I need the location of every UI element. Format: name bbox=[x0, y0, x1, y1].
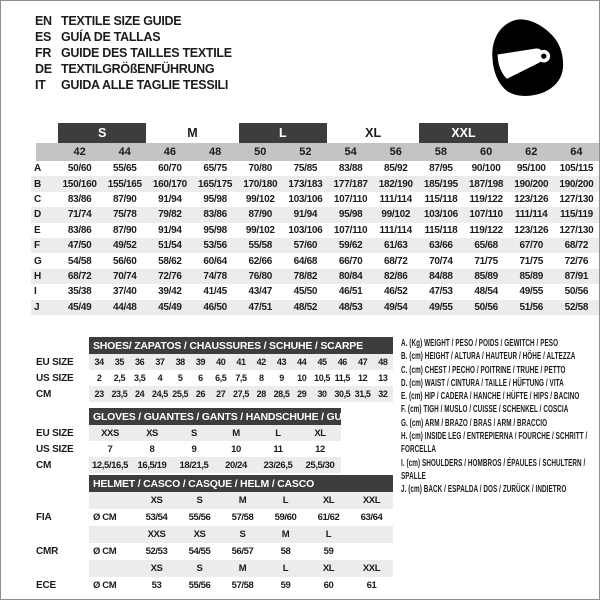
size-cell: 64/68 bbox=[293, 255, 318, 267]
size-cell: 53/56 bbox=[193, 238, 238, 253]
size-cell: 119/122 bbox=[469, 224, 503, 236]
textile-size-table bbox=[31, 123, 599, 315]
size-cell: 57/60 bbox=[283, 238, 328, 253]
size-column-header: 54 bbox=[328, 143, 373, 161]
size-group-m: M bbox=[187, 126, 198, 140]
size-cell: 82/86 bbox=[373, 269, 418, 284]
size-cell: 103/106 bbox=[288, 224, 323, 236]
size-cell: 67/70 bbox=[509, 238, 554, 253]
row-key: E bbox=[34, 224, 41, 236]
size-cell: 127/130 bbox=[559, 224, 594, 236]
size-column-header: 64 bbox=[554, 143, 599, 161]
size-cell: 99/102 bbox=[245, 224, 275, 236]
size-cell: 66/70 bbox=[338, 255, 363, 267]
value-cell: 10,5 bbox=[314, 373, 331, 383]
value-cell: 9 bbox=[279, 373, 284, 383]
size-cell: 87/90 bbox=[112, 193, 137, 205]
shoes-size-table bbox=[31, 337, 393, 402]
size-cell: 160/170 bbox=[147, 176, 192, 191]
size-column-header: 60 bbox=[464, 143, 509, 161]
helmet-value-cell: 52/53 bbox=[145, 546, 168, 557]
size-cell: 56/60 bbox=[112, 255, 137, 267]
size-cell: 87/90 bbox=[238, 207, 283, 222]
size-cell: 190/200 bbox=[554, 176, 599, 191]
row-key: F bbox=[31, 238, 57, 253]
size-cell: 76/80 bbox=[238, 269, 283, 284]
helmet-size-header: XS bbox=[135, 560, 178, 577]
value-cell: XXS bbox=[89, 425, 131, 441]
helmet-value-cell: 59 bbox=[280, 580, 291, 591]
legend-item-a: A. (Kg) WEIGHT / PESO / POIDS / GEWITCH / PESO bbox=[401, 338, 559, 349]
row-key: A bbox=[34, 163, 41, 175]
size-group-xxl: XXL bbox=[419, 123, 507, 143]
size-cell: 74/78 bbox=[193, 269, 238, 284]
size-cell: 71/74 bbox=[57, 207, 102, 222]
language-row bbox=[35, 45, 232, 61]
size-cell: 51/54 bbox=[147, 238, 192, 253]
value-cell: 13 bbox=[378, 373, 388, 383]
value-cell: 12 bbox=[315, 443, 325, 455]
language-code: IT bbox=[35, 78, 46, 92]
size-cell: 182/190 bbox=[373, 176, 418, 191]
size-cell: 71/75 bbox=[519, 255, 543, 267]
helmet-size-header bbox=[350, 526, 393, 543]
value-cell: 43 bbox=[271, 354, 291, 370]
value-cell: 23/26,5 bbox=[257, 457, 299, 473]
value-cell: 25,5/30 bbox=[299, 457, 341, 473]
row-key: J bbox=[31, 300, 57, 315]
size-cell: 44/48 bbox=[102, 300, 147, 315]
row-label: EU SIZE bbox=[36, 356, 74, 368]
value-cell: 20/24 bbox=[215, 457, 257, 473]
size-cell: 80/84 bbox=[328, 269, 373, 284]
helmet-size-header: M bbox=[221, 492, 264, 509]
size-cell: 99/102 bbox=[373, 207, 418, 222]
value-cell: 12,5/16,5 bbox=[89, 457, 131, 473]
size-cell: 70/74 bbox=[102, 269, 147, 284]
size-cell: 91/94 bbox=[158, 224, 182, 236]
size-cell: 78/82 bbox=[283, 269, 328, 284]
size-cell: 58/62 bbox=[158, 255, 182, 267]
helmet-value-cell bbox=[350, 543, 393, 560]
size-cell: 43/47 bbox=[248, 286, 272, 298]
gloves-table-title: GLOVES / GUANTES / GANTS / HANDSCHUHE / GUANTI bbox=[89, 408, 341, 425]
helmet-value-cell: 54/55 bbox=[188, 546, 211, 557]
helmet-value-cell: 61 bbox=[366, 580, 377, 591]
size-cell: 87/91 bbox=[554, 269, 599, 284]
size-cell: 48/54 bbox=[474, 286, 498, 298]
size-cell: 71/75 bbox=[474, 255, 498, 267]
value-cell: 26 bbox=[190, 386, 210, 402]
value-cell: 27,5 bbox=[231, 386, 251, 402]
standard-label: CMR bbox=[36, 546, 59, 557]
size-cell: 47/50 bbox=[57, 238, 102, 253]
size-cell: 37/40 bbox=[112, 286, 137, 298]
value-cell: 6 bbox=[198, 373, 203, 383]
size-cell: 95/100 bbox=[516, 163, 546, 175]
size-column-header: 52 bbox=[283, 143, 328, 161]
value-cell: XL bbox=[299, 425, 341, 441]
size-cell: 46/51 bbox=[338, 286, 363, 298]
size-group-l: L bbox=[239, 123, 327, 143]
language-title-list bbox=[35, 13, 232, 93]
value-cell: XS bbox=[131, 425, 173, 441]
value-cell: 18/21,5 bbox=[173, 457, 215, 473]
size-cell: 123/126 bbox=[514, 193, 549, 205]
size-cell: 83/86 bbox=[67, 193, 92, 205]
helmet-size-header: XL bbox=[307, 492, 350, 509]
language-row bbox=[35, 29, 232, 45]
language-title: GUÍA DE TALLAS bbox=[61, 30, 161, 44]
language-row bbox=[35, 77, 232, 93]
unit-label: Ø CM bbox=[93, 512, 117, 523]
language-title: GUIDA ALLE TAGLIE TESSILI bbox=[61, 78, 229, 92]
value-cell: 30,5 bbox=[332, 386, 352, 402]
size-cell: 45/49 bbox=[57, 300, 102, 315]
helmet-value-cell: 60 bbox=[323, 580, 334, 591]
unit-spacer bbox=[89, 560, 135, 577]
size-cell: 87/90 bbox=[112, 224, 137, 236]
value-cell: 36 bbox=[130, 354, 150, 370]
value-cell: 23 bbox=[89, 386, 109, 402]
size-cell: 85/89 bbox=[464, 269, 509, 284]
size-cell: 51/56 bbox=[509, 300, 554, 315]
size-column-header: 56 bbox=[373, 143, 418, 161]
row-label: EU SIZE bbox=[36, 427, 74, 439]
size-cell: 70/74 bbox=[429, 255, 453, 267]
value-cell: 25,5 bbox=[170, 386, 190, 402]
size-cell: 55/58 bbox=[238, 238, 283, 253]
standard-label: FIA bbox=[36, 512, 52, 523]
size-cell: 91/94 bbox=[283, 207, 328, 222]
helmet-size-header: S bbox=[178, 560, 221, 577]
legend-item-b: B. (cm) HEIGHT / ALTURA / HAUTEUR / HÖHE / ALTEZZA bbox=[401, 351, 576, 363]
size-cell: 111/114 bbox=[509, 207, 554, 222]
size-cell: 63/66 bbox=[418, 238, 463, 253]
helmet-size-header: XXS bbox=[135, 526, 178, 543]
size-cell: 68/72 bbox=[57, 269, 102, 284]
value-cell: 8 bbox=[258, 373, 264, 383]
size-cell: 103/106 bbox=[288, 193, 323, 205]
size-column-header: 46 bbox=[147, 143, 192, 161]
value-cell: 8 bbox=[149, 443, 155, 455]
size-cell: 111/114 bbox=[379, 193, 412, 205]
size-cell: 68/72 bbox=[383, 255, 408, 267]
size-cell: 50/60 bbox=[67, 163, 92, 175]
legend-item-g: G. (cm) ARM / BRAZO / BRAS / ARM / BRACCIO bbox=[401, 417, 548, 429]
size-cell: 50/56 bbox=[564, 286, 589, 298]
size-cell: 107/110 bbox=[333, 193, 368, 205]
shoes-table-title: SHOES/ ZAPATOS / CHAUSSURES / SCHUHE / SCARPE bbox=[89, 337, 393, 354]
size-cell: 83/88 bbox=[338, 163, 363, 175]
size-cell: 60/64 bbox=[203, 255, 227, 267]
language-code: FR bbox=[35, 46, 52, 60]
size-cell: 119/122 bbox=[469, 193, 503, 205]
helmet-value-cell: 59 bbox=[323, 546, 334, 557]
size-cell: 45/49 bbox=[147, 300, 192, 315]
value-cell: 44 bbox=[292, 354, 312, 370]
size-cell: 95/98 bbox=[203, 224, 227, 236]
size-cell: 49/55 bbox=[418, 300, 463, 315]
helmet-size-header: M bbox=[221, 560, 264, 577]
size-cell: 52/58 bbox=[554, 300, 599, 315]
standard-label: ECE bbox=[36, 580, 56, 591]
helmet-value-cell: 55/56 bbox=[188, 580, 211, 591]
value-cell: 2 bbox=[96, 373, 102, 383]
row-key: D bbox=[31, 207, 57, 222]
size-cell: 48/53 bbox=[328, 300, 373, 315]
size-cell: 59/62 bbox=[328, 238, 373, 253]
size-cell: 45/50 bbox=[293, 286, 318, 298]
value-cell: L bbox=[257, 425, 299, 441]
unit-label: Ø CM bbox=[93, 580, 117, 591]
size-cell: 50/56 bbox=[464, 300, 509, 315]
size-cell: 85/92 bbox=[383, 163, 408, 175]
helmet-value-cell: 59/60 bbox=[274, 512, 297, 523]
value-cell: 11 bbox=[273, 443, 283, 455]
size-cell: 46/50 bbox=[193, 300, 238, 315]
row-label: CM bbox=[36, 388, 52, 400]
language-row bbox=[35, 61, 232, 77]
size-cell: 105/115 bbox=[559, 163, 594, 175]
size-cell: 46/52 bbox=[383, 286, 408, 298]
value-cell: 38 bbox=[170, 354, 190, 370]
size-cell: 79/82 bbox=[147, 207, 192, 222]
size-cell: 49/54 bbox=[373, 300, 418, 315]
size-cell: 83/86 bbox=[67, 224, 92, 236]
value-cell: 39 bbox=[190, 354, 210, 370]
legend-item-c: C. (cm) CHEST / PECHO / POITRINE / TRUHE / PETTO bbox=[401, 364, 566, 376]
size-cell: 173/183 bbox=[283, 176, 328, 191]
value-cell: 9 bbox=[191, 443, 197, 455]
value-cell: 16,5/19 bbox=[131, 457, 173, 473]
size-cell: 107/110 bbox=[464, 207, 509, 222]
value-cell: 23,5 bbox=[109, 386, 129, 402]
language-code: EN bbox=[35, 14, 52, 28]
size-cell: 155/165 bbox=[102, 176, 147, 191]
helmet-value-cell: 61/62 bbox=[317, 512, 340, 523]
numeric-band-spacer bbox=[36, 143, 57, 161]
size-cell: 72/76 bbox=[147, 269, 192, 284]
size-group-s: S bbox=[58, 123, 146, 143]
size-cell: 39/42 bbox=[158, 286, 182, 298]
language-row bbox=[35, 13, 232, 29]
helmet-value-cell: 58 bbox=[280, 546, 291, 557]
value-cell: 4 bbox=[157, 373, 163, 383]
value-cell: 3,5 bbox=[134, 373, 146, 383]
row-key: C bbox=[34, 193, 41, 205]
helmet-size-header: XS bbox=[178, 526, 221, 543]
size-column-header: 62 bbox=[509, 143, 554, 161]
row-label: US SIZE bbox=[36, 443, 74, 455]
size-cell: 62/66 bbox=[248, 255, 272, 267]
measurement-legend bbox=[401, 337, 599, 497]
size-cell: 84/88 bbox=[418, 269, 463, 284]
size-cell: 103/106 bbox=[418, 207, 463, 222]
value-cell: 45 bbox=[312, 354, 332, 370]
size-cell: 61/63 bbox=[373, 238, 418, 253]
helmet-size-header: S bbox=[221, 526, 264, 543]
language-title: GUIDE DES TAILLES TEXTILE bbox=[61, 46, 232, 60]
helmet-size-header: L bbox=[307, 526, 350, 543]
gloves-size-table bbox=[31, 408, 366, 473]
size-cell: 177/187 bbox=[328, 176, 373, 191]
value-cell: 48 bbox=[373, 354, 393, 370]
size-cell: 150/160 bbox=[57, 176, 102, 191]
helmet-value-cell: 55/56 bbox=[188, 512, 211, 523]
unit-spacer bbox=[89, 492, 135, 509]
size-cell: 47/53 bbox=[429, 286, 453, 298]
language-title: TEXTILE SIZE GUIDE bbox=[61, 14, 182, 28]
size-cell: 190/200 bbox=[509, 176, 554, 191]
size-cell: 72/76 bbox=[564, 255, 589, 267]
value-cell: 47 bbox=[352, 354, 372, 370]
helmet-value-cell: 56/57 bbox=[231, 546, 254, 557]
row-label: CM bbox=[36, 459, 52, 471]
helmet-size-header: L bbox=[264, 492, 307, 509]
size-column-header: 50 bbox=[238, 143, 283, 161]
value-cell: 24,5 bbox=[150, 386, 170, 402]
language-title: TEXTILGRÖßENFÜHRUNG bbox=[61, 62, 215, 76]
language-code: ES bbox=[35, 30, 52, 44]
value-cell: 28 bbox=[251, 386, 271, 402]
size-column-header: 44 bbox=[102, 143, 147, 161]
size-cell: 99/102 bbox=[245, 193, 275, 205]
value-cell: 5 bbox=[177, 373, 183, 383]
helmet-size-header: XS bbox=[135, 492, 178, 509]
value-cell: 7,5 bbox=[235, 373, 247, 383]
size-group-xl: XL bbox=[365, 126, 382, 140]
size-cell: 68/72 bbox=[554, 238, 599, 253]
helmet-size-header: S bbox=[178, 492, 221, 509]
size-cell: 70/80 bbox=[248, 163, 272, 175]
helmet-size-table bbox=[31, 475, 393, 594]
value-cell: 41 bbox=[231, 354, 251, 370]
helmet-value-cell: 53 bbox=[151, 580, 162, 591]
size-cell: 95/98 bbox=[203, 193, 227, 205]
value-cell: 35 bbox=[109, 354, 129, 370]
value-cell: 37 bbox=[150, 354, 170, 370]
value-cell: 40 bbox=[211, 354, 231, 370]
helmet-size-header: L bbox=[264, 560, 307, 577]
value-cell: 46 bbox=[332, 354, 352, 370]
value-cell: 32 bbox=[373, 386, 393, 402]
row-key: G bbox=[34, 255, 42, 267]
helmet-size-header: XXL bbox=[350, 560, 393, 577]
size-cell: 48/52 bbox=[283, 300, 328, 315]
helmet-table-title: HELMET / CASCO / CASQUE / HELM / CASCO bbox=[89, 475, 393, 492]
unit-spacer bbox=[89, 526, 135, 543]
legend-item-d: D. (cm) WAIST / CINTURA / TAILLE / HÜFTUNG / VITA bbox=[401, 377, 564, 389]
size-cell: 41/45 bbox=[203, 286, 227, 298]
racing-helmet-icon bbox=[485, 11, 569, 103]
value-cell: 11,5 bbox=[334, 373, 351, 383]
size-column-header: 58 bbox=[418, 143, 463, 161]
size-cell: 65/68 bbox=[464, 238, 509, 253]
size-cell: 115/118 bbox=[424, 224, 458, 236]
size-cell: 115/118 bbox=[424, 193, 458, 205]
value-cell: S bbox=[173, 425, 215, 441]
legend-item-e: E. (cm) HIP / CADERA / HANCHE / HÜFTE / HIPS / BACINO bbox=[401, 391, 580, 403]
legend-item-j: J. (cm) BACK / ESPALDA / DOS / ZURÜCK / INDIETRO bbox=[401, 484, 567, 496]
value-cell: 6,5 bbox=[215, 373, 227, 383]
language-code: DE bbox=[35, 62, 52, 76]
size-cell: 75/85 bbox=[293, 163, 318, 175]
helmet-value-cell: 57/58 bbox=[231, 512, 254, 523]
size-cell: 65/75 bbox=[203, 163, 227, 175]
value-cell: 10 bbox=[231, 443, 241, 455]
size-cell: 127/130 bbox=[559, 193, 594, 205]
size-cell: 95/98 bbox=[328, 207, 373, 222]
size-cell: 115/119 bbox=[554, 207, 599, 222]
row-key: B bbox=[31, 176, 57, 191]
value-cell: 27 bbox=[211, 386, 231, 402]
size-cell: 107/110 bbox=[333, 224, 368, 236]
size-cell: 90/100 bbox=[471, 163, 501, 175]
size-cell: 47/51 bbox=[238, 300, 283, 315]
value-cell: 7 bbox=[107, 443, 113, 455]
size-cell: 91/94 bbox=[158, 193, 182, 205]
size-cell: 55/65 bbox=[112, 163, 137, 175]
value-cell: 34 bbox=[89, 354, 109, 370]
value-cell: 30 bbox=[312, 386, 332, 402]
helmet-value-cell: 63/64 bbox=[360, 512, 383, 523]
legend-item-f: F. (cm) TIGH / MUSLO / CUISSE / SCHENKEL / COSCIA bbox=[401, 404, 569, 416]
size-cell: 49/55 bbox=[519, 286, 543, 298]
size-cell: 49/52 bbox=[102, 238, 147, 253]
size-cell: 187/198 bbox=[464, 176, 509, 191]
helmet-value-cell: 53/54 bbox=[145, 512, 168, 523]
legend-item-h: H. (cm) INSIDE LEG / ENTREPIERNA / FOURCHE / SCHRITT / FORCELLA bbox=[401, 431, 588, 456]
value-cell: 12 bbox=[357, 373, 368, 383]
size-cell: 54/58 bbox=[67, 255, 92, 267]
size-column-header: 42 bbox=[57, 143, 102, 161]
unit-label: Ø CM bbox=[93, 546, 117, 557]
size-cell: 83/86 bbox=[193, 207, 238, 222]
size-cell: 111/114 bbox=[379, 224, 412, 236]
size-cell: 165/175 bbox=[193, 176, 238, 191]
size-cell: 60/70 bbox=[158, 163, 182, 175]
size-cell: 35/38 bbox=[67, 286, 92, 298]
size-cell: 87/95 bbox=[429, 163, 453, 175]
value-cell: 2,5 bbox=[113, 373, 126, 383]
size-cell: 170/180 bbox=[238, 176, 283, 191]
value-cell: 10 bbox=[297, 373, 307, 383]
row-key: I bbox=[34, 286, 37, 298]
size-column-header: 48 bbox=[193, 143, 238, 161]
helmet-value-cell: 57/58 bbox=[231, 580, 254, 591]
helmet-size-header: XXL bbox=[350, 492, 393, 509]
row-key: H bbox=[31, 269, 57, 284]
helmet-size-header: M bbox=[264, 526, 307, 543]
legend-item-i: I. (cm) SHOULDERS / HOMBROS / ÉPAULES / SCHULTERN / SPALLE bbox=[401, 457, 586, 482]
size-cell: 185/195 bbox=[418, 176, 463, 191]
value-cell: M bbox=[215, 425, 257, 441]
row-label: US SIZE bbox=[36, 372, 74, 384]
size-cell: 75/78 bbox=[102, 207, 147, 222]
size-cell: 123/126 bbox=[514, 224, 549, 236]
value-cell: 31,5 bbox=[352, 386, 372, 402]
value-cell: 42 bbox=[251, 354, 271, 370]
value-cell: 29 bbox=[292, 386, 312, 402]
value-cell: 28,5 bbox=[271, 386, 291, 402]
helmet-size-header: XL bbox=[307, 560, 350, 577]
value-cell: 24 bbox=[130, 386, 150, 402]
size-cell: 85/89 bbox=[509, 269, 554, 284]
